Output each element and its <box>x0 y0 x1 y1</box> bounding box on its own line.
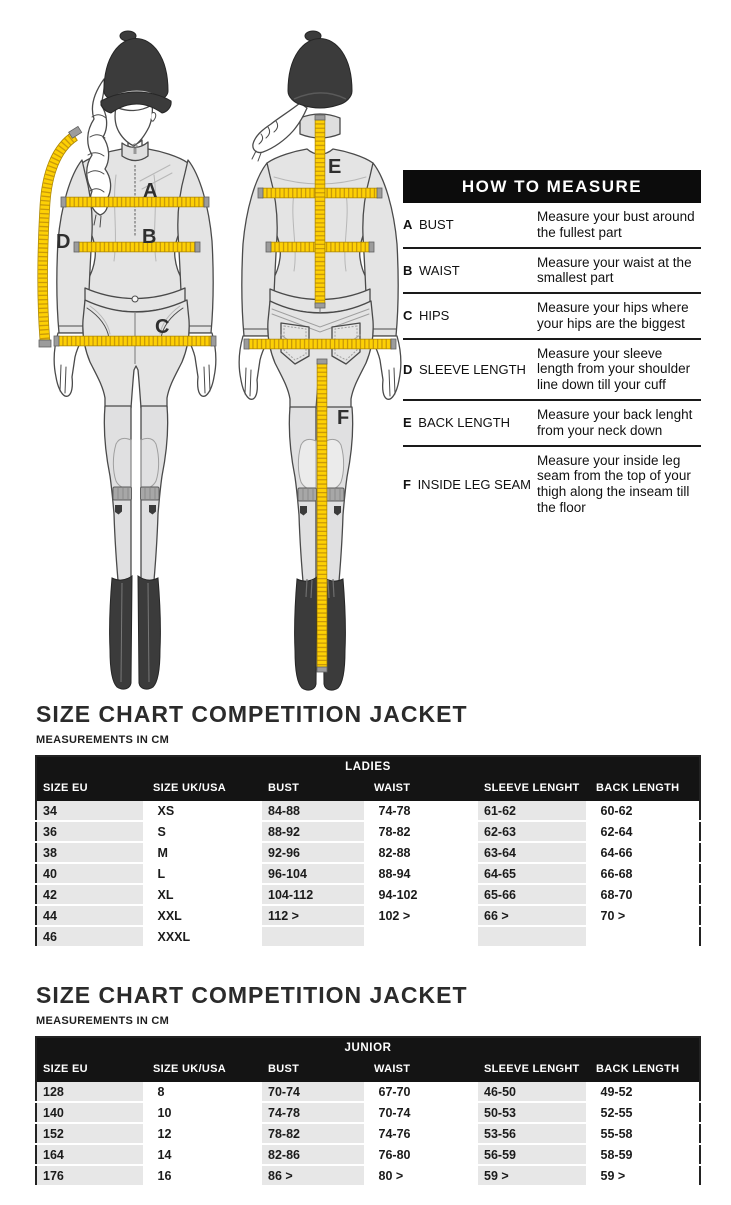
table-cell: 112 > <box>262 905 368 926</box>
table-cell: 78-82 <box>262 1123 368 1144</box>
table-cell: 44 <box>36 905 147 926</box>
table-cell: 16 <box>147 1165 262 1186</box>
table-cell: 92-96 <box>262 842 368 863</box>
how-to-measure-panel <box>403 170 701 522</box>
table-cell: 74-78 <box>368 801 478 821</box>
table-row <box>36 1165 700 1186</box>
table-cell: 68-70 <box>590 884 700 905</box>
helmet-back <box>288 31 352 108</box>
table-cell: 94-102 <box>368 884 478 905</box>
figure-label-a: A <box>143 180 158 202</box>
table-cell <box>262 926 368 947</box>
table-cell: 76-80 <box>368 1144 478 1165</box>
table-group-header: LADIES <box>36 756 700 777</box>
table-cell: 36 <box>36 821 147 842</box>
table-cell: 140 <box>36 1102 147 1123</box>
table-cell: 62-63 <box>478 821 590 842</box>
column-header: SIZE EU <box>36 777 147 801</box>
back-hips-tape <box>244 339 396 349</box>
table-cell: 52-55 <box>590 1102 700 1123</box>
table-cell: S <box>147 821 262 842</box>
table-cell: 53-56 <box>478 1123 590 1144</box>
table-cell: 59 > <box>590 1165 700 1186</box>
table-cell: L <box>147 863 262 884</box>
table-cell: 66 > <box>478 905 590 926</box>
table-cell: XXXL <box>147 926 262 947</box>
back-length-tape-e <box>315 115 325 308</box>
measure-guide-row <box>403 340 701 401</box>
table-cell <box>368 926 478 947</box>
table-cell: XL <box>147 884 262 905</box>
table-header-row <box>36 1058 700 1082</box>
table-header-row <box>36 777 700 801</box>
measure-description: Measure your sleeve length from your shoulder line down till your cuff <box>537 345 691 393</box>
table-cell: 70 > <box>590 905 700 926</box>
table-cell: 58-59 <box>590 1144 700 1165</box>
figure-label-d: D <box>56 231 71 253</box>
column-header: WAIST <box>368 1058 478 1082</box>
column-header: BUST <box>262 1058 368 1082</box>
table-cell: 96-104 <box>262 863 368 884</box>
figure-label-c: C <box>155 316 170 338</box>
table-cell: 102 > <box>368 905 478 926</box>
table-cell: 104-112 <box>262 884 368 905</box>
table-row <box>36 801 700 821</box>
column-header: SIZE UK/USA <box>147 777 262 801</box>
measure-guide-row <box>403 294 701 340</box>
ladies-size-chart-section <box>35 701 701 948</box>
measurement-figures-illustration <box>28 15 428 705</box>
table-group-header: JUNIOR <box>36 1037 700 1058</box>
table-cell: 88-94 <box>368 863 478 884</box>
table-cell: 82-88 <box>368 842 478 863</box>
measure-label: E BACK LENGTH <box>403 415 511 431</box>
table-row <box>36 1082 700 1102</box>
table-cell: 80 > <box>368 1165 478 1186</box>
column-header: BUST <box>262 777 368 801</box>
table-cell: 10 <box>147 1102 262 1123</box>
table-row <box>36 905 700 926</box>
measurements-unit-label: MEASUREMENTS IN CM <box>36 734 170 746</box>
table-cell: 70-74 <box>262 1082 368 1102</box>
table-cell: 164 <box>36 1144 147 1165</box>
table-cell: 64-66 <box>590 842 700 863</box>
measure-label: F INSIDE LEG SEAM <box>403 476 531 492</box>
junior-size-table <box>35 1036 701 1187</box>
table-row <box>36 821 700 842</box>
waist-tape-b <box>74 242 200 252</box>
measure-description: Measure your back lenght from your neck down <box>537 407 693 438</box>
column-header: SIZE EU <box>36 1058 147 1082</box>
table-cell: 86 > <box>262 1165 368 1186</box>
figure-label-e: E <box>328 156 342 178</box>
table-cell: 65-66 <box>478 884 590 905</box>
measure-label: D SLEEVE LENGTH <box>403 361 526 377</box>
table-cell: 40 <box>36 863 147 884</box>
measure-guide-rows <box>403 203 701 522</box>
table-cell: XXL <box>147 905 262 926</box>
column-header: SLEEVE LENGHT <box>478 1058 590 1082</box>
size-chart-title: SIZE CHART COMPETITION JACKET <box>36 701 468 727</box>
measurements-unit-label: MEASUREMENTS IN CM <box>36 1015 170 1027</box>
measure-description: Measure your bust around the fullest part <box>537 209 695 240</box>
table-cell: 128 <box>36 1082 147 1102</box>
measure-description: Measure your hips where your hips are the biggest <box>537 300 689 331</box>
measure-description: Measure your inside leg seam from the top of your thigh along the inseam till the floor <box>537 452 691 515</box>
table-cell: 63-64 <box>478 842 590 863</box>
table-cell: 66-68 <box>590 863 700 884</box>
table-cell: 64-65 <box>478 863 590 884</box>
table-cell: 8 <box>147 1082 262 1102</box>
table-cell: 50-53 <box>478 1102 590 1123</box>
table-row <box>36 1144 700 1165</box>
table-cell: 152 <box>36 1123 147 1144</box>
table-cell: 34 <box>36 801 147 821</box>
table-cell: 14 <box>147 1144 262 1165</box>
measure-guide-row <box>403 249 701 295</box>
front-figure <box>39 31 216 689</box>
column-header: BACK LENGTH <box>590 777 700 801</box>
table-cell: 88-92 <box>262 821 368 842</box>
table-row <box>36 926 700 947</box>
table-cell: 61-62 <box>478 801 590 821</box>
table-cell: 60-62 <box>590 801 700 821</box>
size-chart-title: SIZE CHART COMPETITION JACKET <box>36 982 468 1008</box>
measure-label: C HIPS <box>403 308 450 324</box>
table-cell: M <box>147 842 262 863</box>
column-header: SIZE UK/USA <box>147 1058 262 1082</box>
figure-label-f: F <box>337 407 350 429</box>
column-header: SLEEVE LENGHT <box>478 777 590 801</box>
table-cell: 74-76 <box>368 1123 478 1144</box>
table-row <box>36 842 700 863</box>
table-cell <box>590 926 700 947</box>
table-cell: XS <box>147 801 262 821</box>
table-cell: 46 <box>36 926 147 947</box>
figure-label-b: B <box>142 226 157 248</box>
table-cell: 46-50 <box>478 1082 590 1102</box>
table-row <box>36 1123 700 1144</box>
table-cell: 62-64 <box>590 821 700 842</box>
table-cell: 12 <box>147 1123 262 1144</box>
measure-guide-row <box>403 401 701 447</box>
table-cell: 78-82 <box>368 821 478 842</box>
table-row <box>36 884 700 905</box>
table-cell: 82-86 <box>262 1144 368 1165</box>
table-cell: 56-59 <box>478 1144 590 1165</box>
back-figure <box>239 31 400 690</box>
table-cell: 84-88 <box>262 801 368 821</box>
table-cell: 59 > <box>478 1165 590 1186</box>
table-cell: 38 <box>36 842 147 863</box>
how-to-measure-title: HOW TO MEASURE <box>403 170 701 203</box>
table-cell: 49-52 <box>590 1082 700 1102</box>
table-cell <box>478 926 590 947</box>
table-cell: 70-74 <box>368 1102 478 1123</box>
helmet-front <box>101 31 171 113</box>
hips-tape-c <box>54 336 216 346</box>
table-row <box>36 1102 700 1123</box>
column-header: WAIST <box>368 777 478 801</box>
measure-guide-row <box>403 203 701 249</box>
measure-description: Measure your waist at the smallest part <box>537 254 692 286</box>
measure-guide-row <box>403 447 701 522</box>
bust-tape-a <box>61 197 209 207</box>
table-cell: 67-70 <box>368 1082 478 1102</box>
measure-label: B WAIST <box>403 262 460 278</box>
ladies-size-table <box>35 755 701 948</box>
measure-label: A BUST <box>403 217 454 233</box>
junior-size-chart-section <box>35 982 701 1187</box>
inside-leg-tape-f <box>317 359 327 672</box>
column-header: BACK LENGTH <box>590 1058 700 1082</box>
table-row <box>36 863 700 884</box>
table-cell: 55-58 <box>590 1123 700 1144</box>
table-cell: 176 <box>36 1165 147 1186</box>
table-cell: 42 <box>36 884 147 905</box>
table-cell: 74-78 <box>262 1102 368 1123</box>
